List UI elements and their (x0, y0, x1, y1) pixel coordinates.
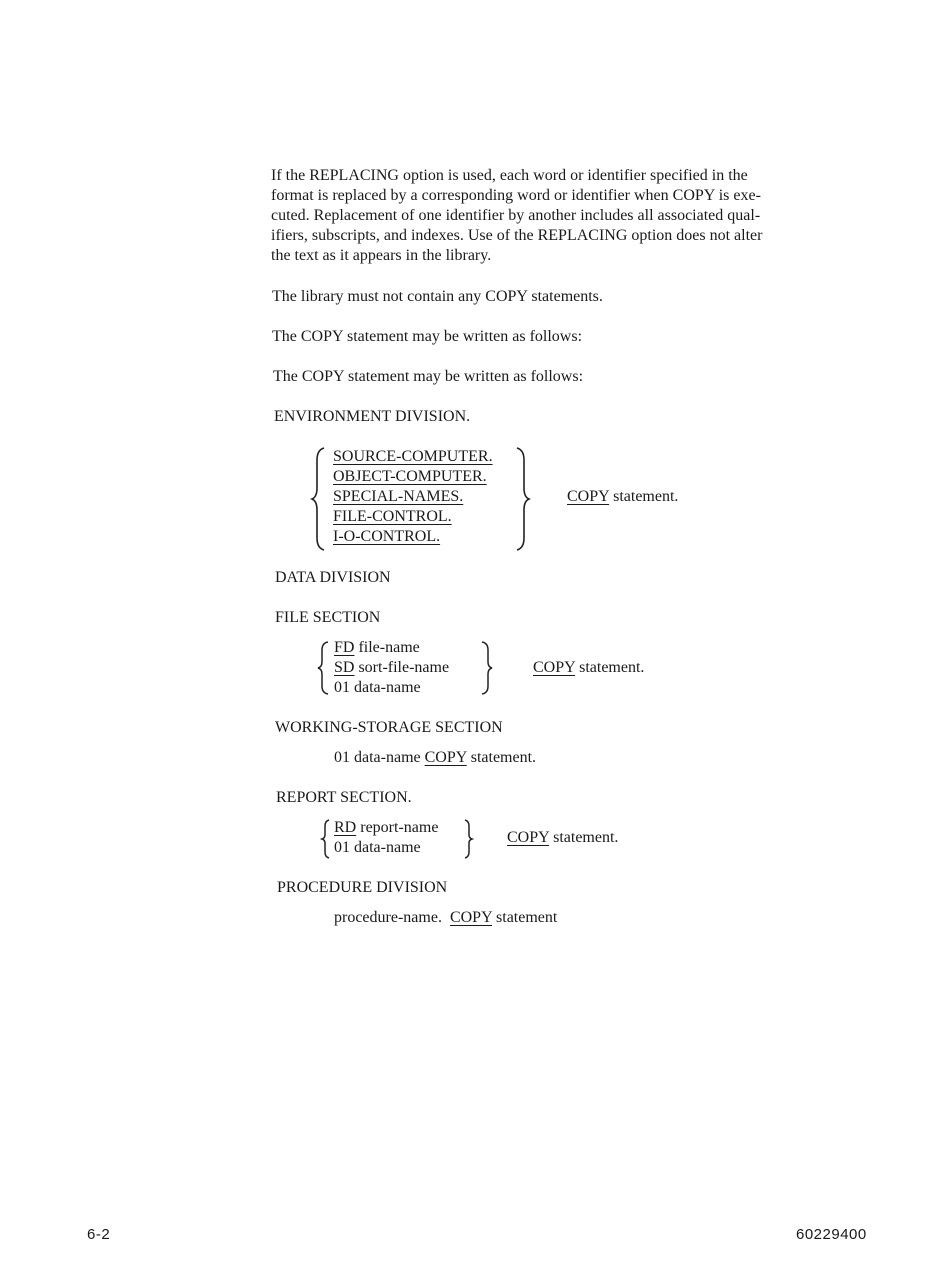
statement-text: statement (496, 909, 558, 926)
replacing-paragraph (271, 166, 891, 266)
file-section-options (334, 638, 449, 698)
data-name-prefix: 01 data-name (334, 749, 421, 766)
working-storage-heading: WORKING-STORAGE SECTION (275, 719, 503, 736)
option-fd (334, 638, 449, 658)
left-brace-icon (320, 818, 332, 860)
procedure-name-prefix: procedure-name. (334, 909, 442, 926)
data-division-heading: DATA DIVISION (275, 569, 391, 586)
statement-text: statement. (613, 488, 679, 505)
right-brace-icon (513, 446, 531, 552)
copy-keyword: COPY (533, 659, 576, 676)
option-01-data-name: 01 data-name (334, 679, 421, 696)
paragraph-line: format is replaced by a corresponding word or identifier when COPY is exe- (271, 187, 761, 204)
statement-text: statement. (470, 749, 537, 766)
option-rd (334, 818, 438, 838)
fd-keyword: FD (334, 639, 355, 656)
working-storage-copy-statement (334, 748, 536, 768)
left-brace-icon (310, 446, 328, 552)
document-number: 60229400 (796, 1226, 867, 1243)
statement-text: statement. (553, 829, 619, 846)
copy-keyword: COPY (567, 488, 610, 505)
right-brace-icon (478, 640, 494, 696)
rd-operand: report-name (360, 819, 439, 836)
environment-copy-statement (567, 487, 678, 507)
copy-keyword: COPY (507, 829, 550, 846)
option-i-o-control: I-O-CONTROL. (333, 528, 441, 545)
report-section-copy-statement (507, 828, 618, 848)
option-special-names: SPECIAL-NAMES. (333, 488, 464, 505)
copy-format-note-repeat: The COPY statement may be written as follows: (273, 368, 584, 385)
procedure-copy-statement (334, 908, 557, 928)
file-section-copy-statement (533, 658, 644, 678)
option-sd (334, 658, 449, 678)
copy-format-note: The COPY statement may be written as follows: (272, 328, 583, 345)
paragraph-line: If the REPLACING option is used, each word or identifier specified in the (271, 167, 748, 184)
report-section-options (334, 818, 438, 858)
copy-keyword: COPY (449, 909, 493, 926)
library-note: The library must not contain any COPY statements. (272, 288, 603, 305)
environment-options (333, 447, 493, 547)
left-brace-icon (316, 640, 332, 696)
sd-operand: sort-file-name (358, 659, 450, 676)
option-01-data-name: 01 data-name (334, 839, 421, 856)
report-section-heading: REPORT SECTION. (276, 789, 412, 806)
paragraph-line: ifiers, subscripts, and indexes. Use of the REPLACING option does not alter (271, 227, 763, 244)
procedure-division-heading: PROCEDURE DIVISION (277, 879, 448, 896)
sd-keyword: SD (334, 659, 355, 676)
page-number: 6-2 (87, 1226, 111, 1243)
right-brace-icon (462, 818, 474, 860)
statement-text: statement. (579, 659, 645, 676)
option-file-control: FILE-CONTROL. (333, 508, 452, 525)
fd-operand: file-name (358, 639, 420, 656)
paragraph-line: cuted. Replacement of one identifier by another includes all associated qual- (271, 207, 761, 224)
file-section-heading: FILE SECTION (275, 609, 381, 626)
option-object-computer: OBJECT-COMPUTER. (333, 468, 487, 485)
copy-keyword: COPY (424, 749, 467, 766)
option-source-computer: SOURCE-COMPUTER. (333, 448, 493, 465)
environment-division-heading: ENVIRONMENT DIVISION. (274, 408, 471, 425)
rd-keyword: RD (334, 819, 357, 836)
paragraph-line: the text as it appears in the library. (271, 247, 492, 264)
